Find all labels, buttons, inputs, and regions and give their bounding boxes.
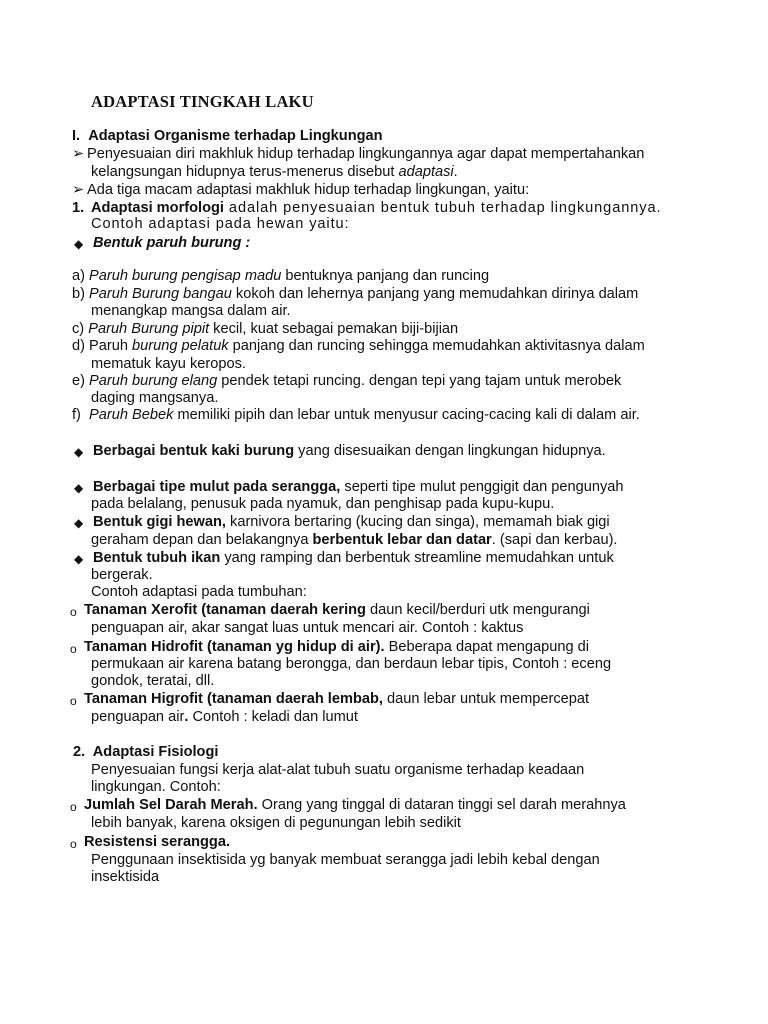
circle-bullet-icon: o xyxy=(70,800,77,814)
higrofit-item xyxy=(84,690,589,708)
list-prefix: Paruh xyxy=(89,338,133,354)
list-term: Paruh burung pengisap madu xyxy=(89,268,282,284)
sel-darah-item xyxy=(84,796,626,814)
list-label: e) xyxy=(72,373,85,389)
list-term: Paruh Bebek xyxy=(89,407,174,423)
list-label: c) xyxy=(72,321,85,337)
item-bold: . xyxy=(184,709,189,725)
section-1-heading xyxy=(72,127,383,145)
diamond-bullet-icon: ◆ xyxy=(74,445,84,459)
section-1-title: Adaptasi Organisme terhadap Lingkungan xyxy=(88,128,383,144)
item-bold: Tanaman Hidrofit (tanaman yg hidup di air). xyxy=(84,639,385,655)
hidrofit-cont-1: permukaan air karena batang berongga, dan berdaun lebar tipis, Contoh : eceng xyxy=(91,656,612,672)
item-text: . (sapi dan kerbau). xyxy=(491,532,618,548)
gigi-hewan-cont xyxy=(91,531,618,549)
document-title: ADAPTASI TINGKAH LAKU xyxy=(91,92,314,111)
plant-example-intro: Contoh adaptasi pada tumbuhan: xyxy=(91,584,307,600)
adaptasi-definition-line-2 xyxy=(91,163,458,181)
paruh-item-f xyxy=(72,406,640,424)
section-2-number: 2. xyxy=(73,744,86,760)
circle-bullet-icon: o xyxy=(70,837,77,851)
diamond-bullet-icon: ◆ xyxy=(74,481,84,495)
morfologi-text: adalah penyesuaian bentuk tubuh terhadap lingkungannya. xyxy=(223,200,662,216)
resistensi-item: Resistensi serangga. xyxy=(84,834,231,850)
item-text: Beberapa dapat mengapung di xyxy=(384,639,590,655)
gigi-hewan-item xyxy=(93,513,610,531)
paruh-item-d-cont: mematuk kayu keropos. xyxy=(91,356,246,372)
item-text: daun kecil/berduri utk mengurangi xyxy=(365,602,590,618)
sel-darah-cont: lebih banyak, karena oksigen di pegunungan lebih sedikit xyxy=(91,815,461,831)
item-text: seperti tipe mulut penggigit dan pengunyah xyxy=(340,479,624,495)
diamond-bullet-icon: ◆ xyxy=(74,552,84,566)
hidrofit-item xyxy=(84,638,589,656)
list-term: Paruh Burung bangau xyxy=(89,286,232,302)
item-bold: Bentuk gigi hewan, xyxy=(93,514,226,530)
diamond-bullet-icon: ◆ xyxy=(74,516,84,530)
circle-bullet-icon: o xyxy=(70,605,77,619)
list-term: Paruh burung elang xyxy=(89,373,218,389)
diamond-bullet-icon: ◆ xyxy=(74,237,84,251)
paruh-item-e xyxy=(72,372,621,390)
paruh-item-b-cont: menangkap mangsa dalam air. xyxy=(91,303,291,319)
paruh-item-e-cont: daging mangsanya. xyxy=(91,390,219,406)
item-text: karnivora bertaring (kucing dan singa), memamah biak gigi xyxy=(225,514,610,530)
fisiologi-definition-1: Penyesuaian fungsi kerja alat-alat tubuh suatu organisme terhadap keadaan xyxy=(91,762,585,778)
paruh-item-d xyxy=(72,337,645,355)
item-bold: Berbagai tipe mulut pada serangga, xyxy=(93,479,341,495)
item-text: penguapan air xyxy=(91,709,185,725)
arrow-bullet-icon: ➢ xyxy=(72,182,85,198)
item-text: Contoh : keladi dan lumut xyxy=(188,709,358,725)
animal-example-intro: Contoh adaptasi pada hewan yaitu: xyxy=(91,216,350,232)
xerofit-item xyxy=(84,601,590,619)
resistensi-cont-1: Penggunaan insektisida yg banyak membuat serangga jadi lebih kebal dengan xyxy=(91,852,600,868)
paruh-item-c xyxy=(72,320,458,338)
list-label: f) xyxy=(72,407,81,423)
tubuh-ikan-item xyxy=(93,549,614,567)
item-bold: Tanaman Xerofit (tanaman daerah kering xyxy=(84,602,366,618)
arrow-bullet-icon: ➢ xyxy=(72,146,85,162)
morfologi-label: Adaptasi morfologi xyxy=(91,200,224,216)
adaptasi-definition-line-1: Penyesuaian diri makhluk hidup terhadap lingkungannya agar dapat mempertahankan xyxy=(87,146,645,162)
item-text: geraham depan dan belakangnya xyxy=(91,532,313,548)
circle-bullet-icon: o xyxy=(70,642,77,656)
hidrofit-cont-2: gondok, teratai, dll. xyxy=(91,673,215,689)
definition-text: kelangsungan hidupnya terus-menerus disebut xyxy=(91,164,399,180)
morfologi-number: 1. xyxy=(72,200,85,216)
section-2-title: Adaptasi Fisiologi xyxy=(92,744,219,760)
fisiologi-definition-2: lingkungan. Contoh: xyxy=(91,779,221,795)
three-adaptations-intro: Ada tiga macam adaptasi makhluk hidup terhadap lingkungan, yaitu: xyxy=(87,182,530,198)
definition-term: adaptasi xyxy=(398,164,454,180)
xerofit-cont: penguapan air, akar sangat luas untuk mencari air. Contoh : kaktus xyxy=(91,620,524,636)
item-bold: Jumlah Sel Darah Merah. xyxy=(84,797,258,813)
item-bold: berbentuk lebar dan datar xyxy=(312,532,492,548)
paruh-heading: Bentuk paruh burung : xyxy=(93,235,251,251)
item-text: yang disesuaikan dengan lingkungan hidupnya. xyxy=(294,443,606,459)
item-bold: Tanaman Higrofit (tanaman daerah lembab, xyxy=(84,691,383,707)
list-label: d) xyxy=(72,338,85,354)
tubuh-ikan-cont: bergerak. xyxy=(91,567,153,583)
item-text: yang ramping dan berbentuk streamline memudahkan untuk xyxy=(220,550,614,566)
list-term: burung pelatuk xyxy=(132,338,229,354)
mulut-serangga-item xyxy=(93,478,624,496)
mulut-serangga-cont: pada belalang, penusuk pada nyamuk, dan penghisap pada kupu-kupu. xyxy=(91,496,555,512)
item-text: daun lebar untuk mempercepat xyxy=(382,691,590,707)
circle-bullet-icon: o xyxy=(70,694,77,708)
list-text: panjang dan runcing sehingga memudahkan aktivitasnya dalam xyxy=(228,338,645,354)
list-text: bentuknya panjang dan runcing xyxy=(281,268,490,284)
item-bold: Berbagai bentuk kaki burung xyxy=(93,443,295,459)
section-1-number: I. xyxy=(72,128,81,144)
section-2-heading xyxy=(73,743,218,761)
resistensi-cont-2: insektisida xyxy=(91,869,160,885)
paruh-item-a xyxy=(72,267,489,285)
item-text: Orang yang tinggal di dataran tinggi sel darah merahnya xyxy=(257,797,626,813)
item-bold: Bentuk tubuh ikan xyxy=(93,550,221,566)
list-term: Paruh Burung pipit xyxy=(88,321,210,337)
list-text: pendek tetapi runcing. dengan tepi yang tajam untuk merobek xyxy=(217,373,622,389)
kaki-burung-item xyxy=(93,442,606,460)
list-label: a) xyxy=(72,268,85,284)
list-text: kokoh dan lehernya panjang yang memudahkan dirinya dalam xyxy=(231,286,639,302)
list-label: b) xyxy=(72,286,85,302)
list-text: kecil, kuat sebagai pemakan biji-bijian xyxy=(209,321,459,337)
definition-end: . xyxy=(453,164,458,180)
list-text: memiliki pipih dan lebar untuk menyusur cacing-cacing kali di dalam air. xyxy=(173,407,640,423)
higrofit-cont xyxy=(91,708,358,726)
paruh-item-b xyxy=(72,285,638,303)
